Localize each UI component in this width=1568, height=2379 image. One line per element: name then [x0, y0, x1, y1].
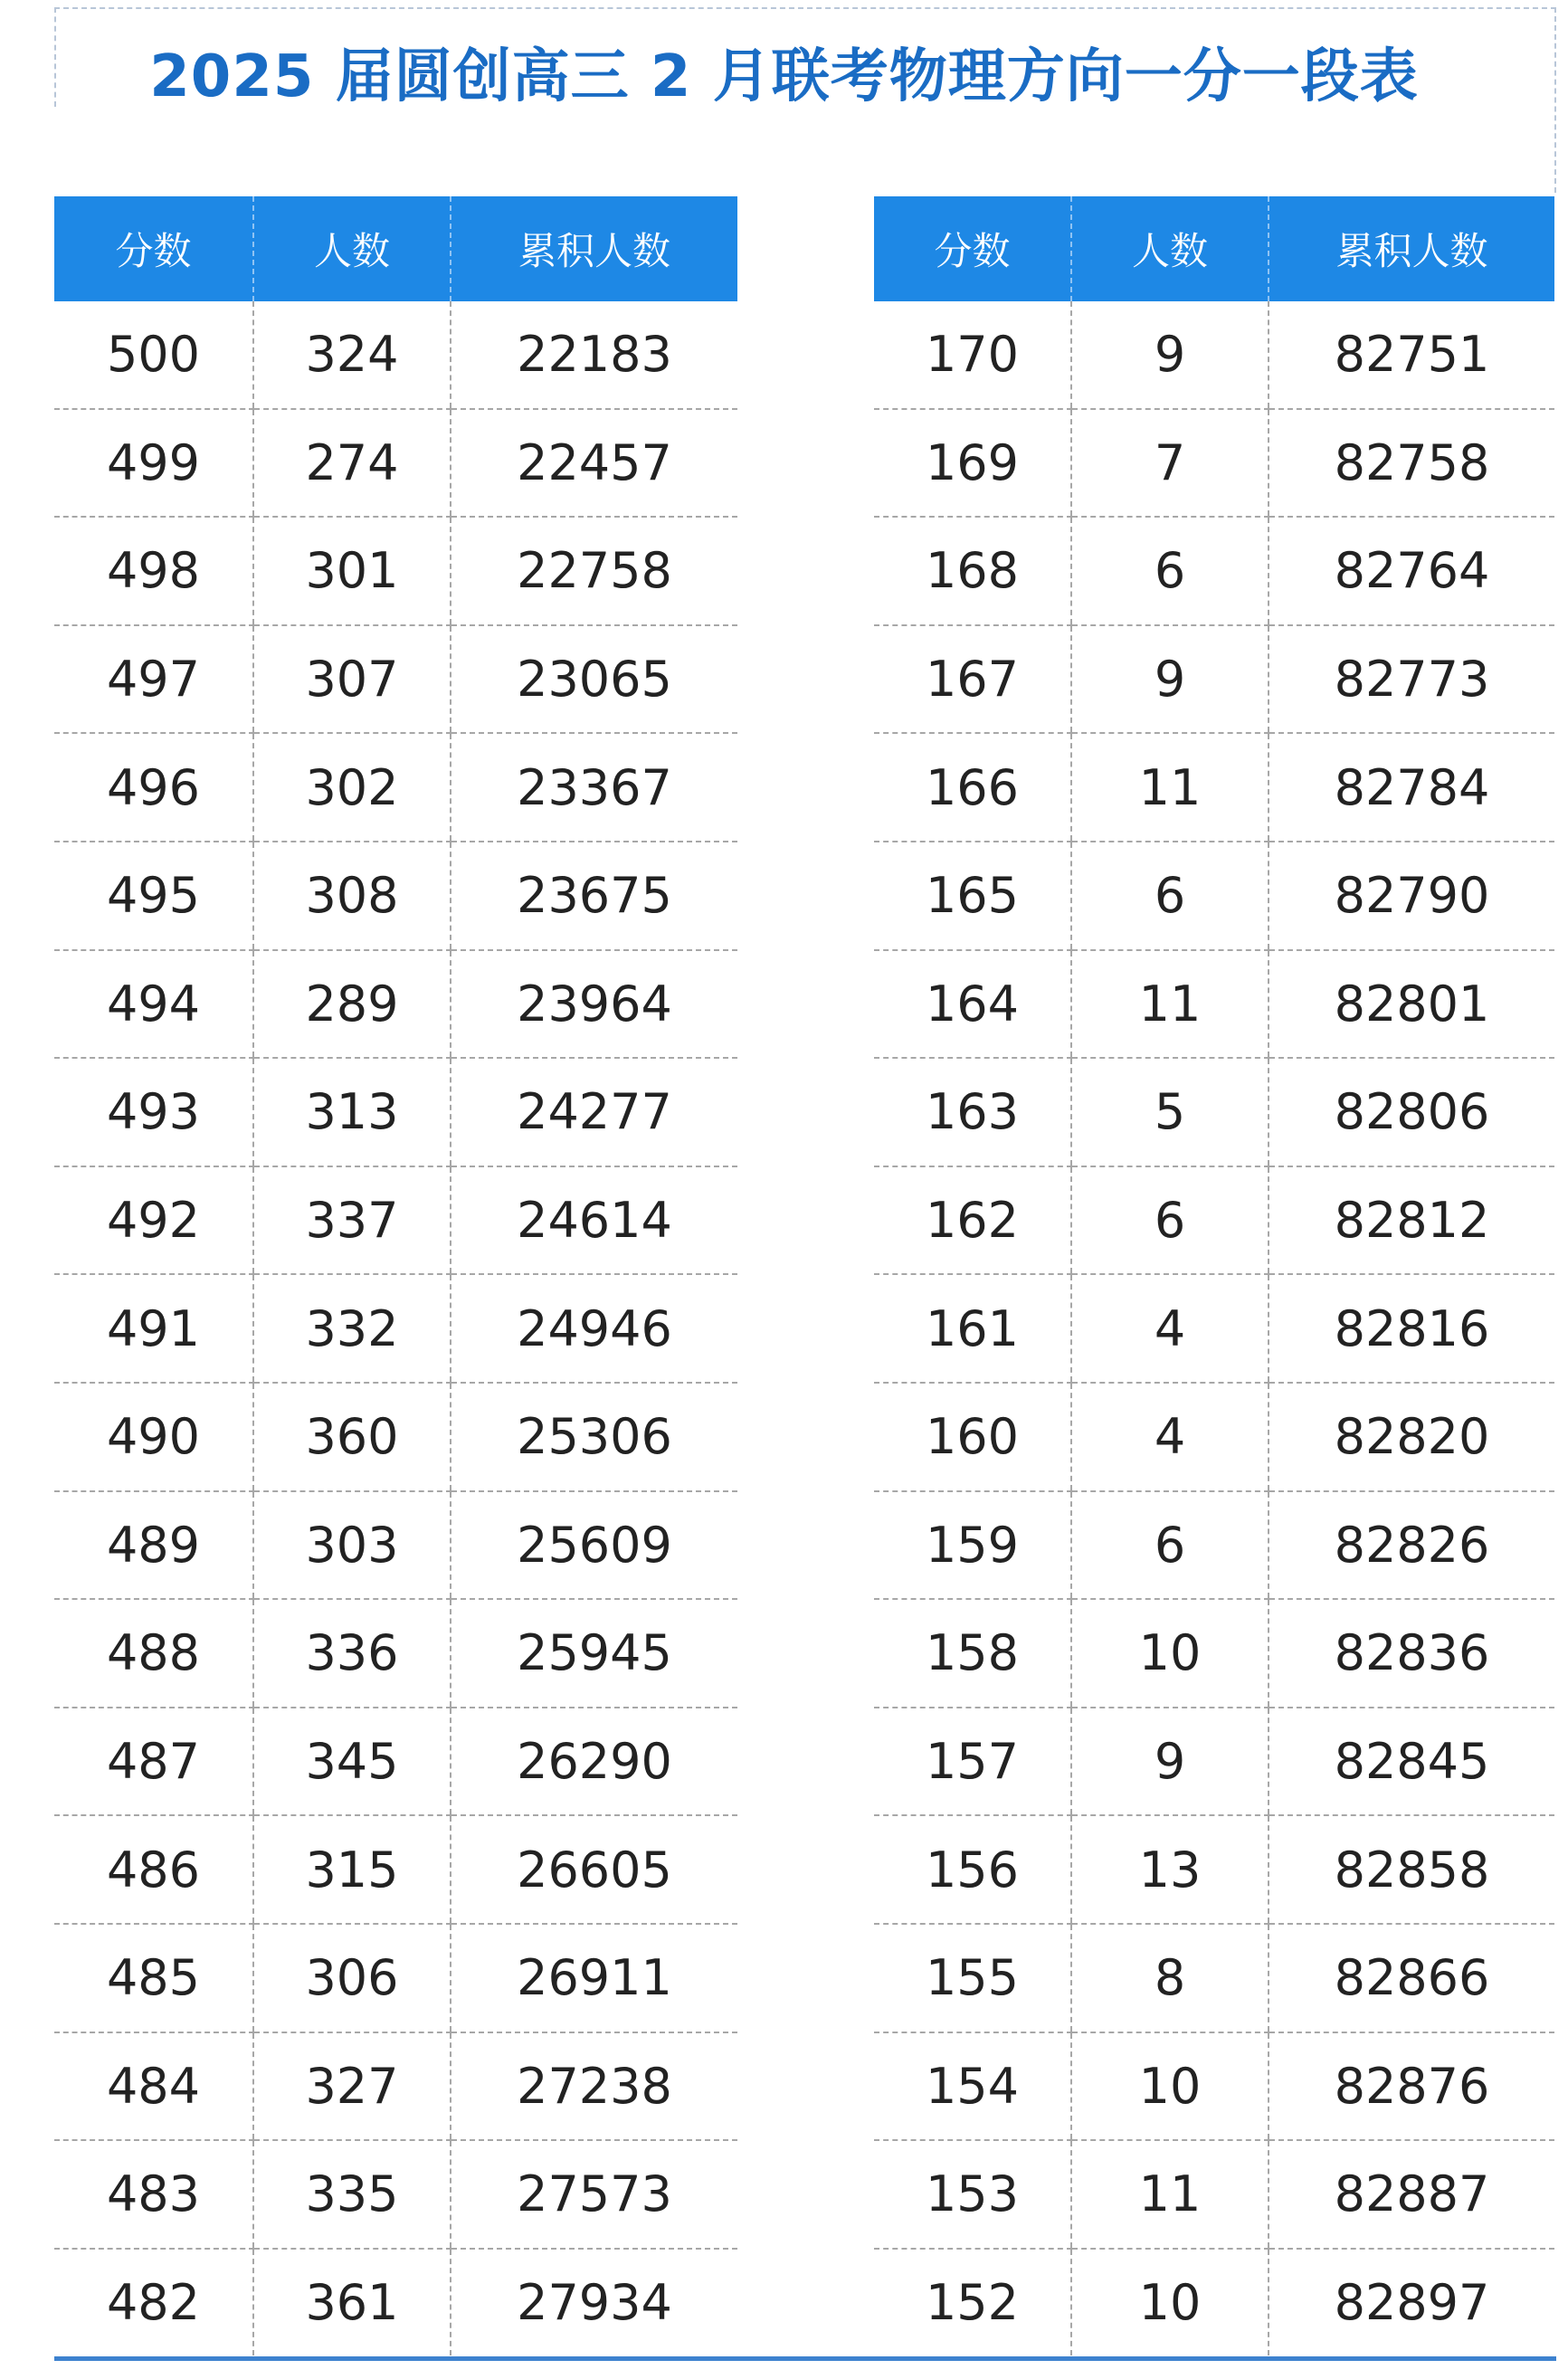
- cell-score: 499: [54, 409, 253, 518]
- table-row: [54, 950, 737, 1059]
- cell-cumulative: 27934: [451, 2249, 737, 2356]
- cell-cumulative: 82784: [1269, 733, 1554, 842]
- cell-score: 488: [54, 1599, 253, 1708]
- cell-count: 4: [1071, 1383, 1269, 1491]
- cell-cumulative: 82836: [1269, 1599, 1554, 1708]
- cell-cumulative: 23964: [451, 950, 737, 1059]
- header-count: 人数: [1071, 196, 1269, 301]
- header-count: 人数: [253, 196, 451, 301]
- table-row: [54, 1166, 737, 1275]
- cell-score: 496: [54, 733, 253, 842]
- cell-cumulative: 24277: [451, 1058, 737, 1166]
- table-row: [54, 2140, 737, 2249]
- cell-cumulative: 24614: [451, 1166, 737, 1275]
- table-row: [874, 517, 1554, 625]
- cell-count: 8: [1071, 1924, 1269, 2032]
- table-row: [874, 733, 1554, 842]
- cell-count: 274: [253, 409, 451, 518]
- cell-score: 163: [874, 1058, 1071, 1166]
- cell-cumulative: 82876: [1269, 2032, 1554, 2141]
- cell-score: 484: [54, 2032, 253, 2141]
- cell-count: 11: [1071, 950, 1269, 1059]
- cell-score: 161: [874, 1274, 1071, 1383]
- cell-score: 154: [874, 2032, 1071, 2141]
- cell-count: 335: [253, 2140, 451, 2249]
- cell-cumulative: 82866: [1269, 1924, 1554, 2032]
- cell-count: 307: [253, 625, 451, 734]
- cell-count: 332: [253, 1274, 451, 1383]
- page-frame-top-border: [54, 7, 1556, 9]
- cell-count: 6: [1071, 842, 1269, 950]
- cell-count: 10: [1071, 2249, 1269, 2356]
- cell-score: 159: [874, 1491, 1071, 1600]
- cell-cumulative: 23065: [451, 625, 737, 734]
- cell-count: 313: [253, 1058, 451, 1166]
- cell-cumulative: 82773: [1269, 625, 1554, 734]
- cell-count: 302: [253, 733, 451, 842]
- table-row: [54, 517, 737, 625]
- header-score: 分数: [874, 196, 1071, 301]
- table-row: [54, 1815, 737, 1924]
- cell-cumulative: 27238: [451, 2032, 737, 2141]
- table-row: [54, 409, 737, 518]
- cell-score: 153: [874, 2140, 1071, 2249]
- cell-count: 9: [1071, 1708, 1269, 1816]
- cell-cumulative: 82806: [1269, 1058, 1554, 1166]
- table-row: [874, 1058, 1554, 1166]
- cell-score: 155: [874, 1924, 1071, 2032]
- cell-count: 13: [1071, 1815, 1269, 1924]
- cell-cumulative: 25609: [451, 1491, 737, 1600]
- table-row: [874, 2140, 1554, 2249]
- cell-count: 9: [1071, 625, 1269, 734]
- cell-cumulative: 82764: [1269, 517, 1554, 625]
- cell-cumulative: 23675: [451, 842, 737, 950]
- cell-cumulative: 23367: [451, 733, 737, 842]
- table-row: [874, 950, 1554, 1059]
- table-row: [54, 733, 737, 842]
- table-row: [874, 1166, 1554, 1275]
- cell-score: 167: [874, 625, 1071, 734]
- cell-cumulative: 82758: [1269, 409, 1554, 518]
- cell-score: 168: [874, 517, 1071, 625]
- cell-cumulative: 82858: [1269, 1815, 1554, 1924]
- cell-score: 487: [54, 1708, 253, 1816]
- cell-count: 301: [253, 517, 451, 625]
- cell-cumulative: 22183: [451, 301, 737, 409]
- cell-cumulative: 82826: [1269, 1491, 1554, 1600]
- cell-score: 490: [54, 1383, 253, 1491]
- cell-count: 10: [1071, 2032, 1269, 2141]
- cell-score: 495: [54, 842, 253, 950]
- cell-score: 482: [106, 2273, 201, 2331]
- cell-count: 289: [253, 950, 451, 1059]
- cell-cumulative: 25306: [451, 1383, 737, 1491]
- cell-count: 9: [1071, 301, 1269, 409]
- cell-count: 360: [253, 1383, 451, 1491]
- cell-cumulative: 82812: [1269, 1166, 1554, 1275]
- cell-count: 6: [1071, 1491, 1269, 1600]
- header-cumulative: 累积人数: [1269, 196, 1554, 301]
- table-row: [874, 1599, 1554, 1708]
- cell-score: 494: [54, 950, 253, 1059]
- cell-count: 306: [253, 1924, 451, 2032]
- cell-score: 485: [54, 1924, 253, 2032]
- cell-cumulative: 82751: [1269, 301, 1554, 409]
- cell-cumulative: 26290: [451, 1708, 737, 1816]
- cell-cumulative: 82887: [1269, 2140, 1554, 2249]
- table-row: [54, 625, 737, 734]
- table-row: [54, 301, 737, 409]
- table-row: [54, 2249, 737, 2356]
- cell-score: 497: [54, 625, 253, 734]
- cell-score: 483: [54, 2140, 253, 2249]
- cell-score: 160: [874, 1383, 1071, 1491]
- score-table-left: [54, 196, 737, 2355]
- table-row: [874, 1383, 1554, 1491]
- cell-cumulative: 82790: [1269, 842, 1554, 950]
- cell-count: 345: [253, 1708, 451, 1816]
- cell-score: 157: [874, 1708, 1071, 1816]
- table-row: [874, 625, 1554, 734]
- cell-count: 11: [1071, 2140, 1269, 2249]
- cell-score: 166: [874, 733, 1071, 842]
- table-body-left: [54, 301, 737, 2355]
- table-row: [54, 1274, 737, 1383]
- cell-count: 308: [253, 842, 451, 950]
- cell-count: 337: [253, 1166, 451, 1275]
- cell-count: 5: [1071, 1058, 1269, 1166]
- table-header-row: [874, 196, 1554, 301]
- cell-score: 498: [54, 517, 253, 625]
- cell-cumulative: 22758: [451, 517, 737, 625]
- page-title: 2025 届圆创高三 2 月联考物理方向一分一段表: [149, 43, 1419, 110]
- table-row: [874, 409, 1554, 518]
- cell-cumulative: 82816: [1269, 1274, 1554, 1383]
- cell-cumulative: 24946: [451, 1274, 737, 1383]
- table-row: [874, 301, 1554, 409]
- cell-count: 4: [1071, 1274, 1269, 1383]
- cell-count: 361: [253, 2249, 451, 2356]
- cell-cumulative: 82845: [1269, 1708, 1554, 1816]
- cell-count: 324: [253, 301, 451, 409]
- cell-count: 6: [1071, 1166, 1269, 1275]
- bottom-rule: [54, 2356, 1556, 2361]
- table-row: [874, 1708, 1554, 1816]
- cell-score: 169: [874, 409, 1071, 518]
- cell-score: 170: [874, 301, 1071, 409]
- cell-cumulative: 82897: [1269, 2249, 1554, 2356]
- header-cumulative: 累积人数: [451, 196, 737, 301]
- cell-score: 489: [54, 1491, 253, 1600]
- table-row: [54, 2032, 737, 2141]
- cell-cumulative: 26911: [451, 1924, 737, 2032]
- table-row: [874, 2249, 1554, 2356]
- table-row: [54, 1058, 737, 1166]
- cell-count: 303: [253, 1491, 451, 1600]
- cell-score: 162: [874, 1166, 1071, 1275]
- cell-score: 158: [874, 1599, 1071, 1708]
- cell-cumulative: 82801: [1269, 950, 1554, 1059]
- cell-count: 6: [1071, 517, 1269, 625]
- table-row: [54, 1924, 737, 2032]
- table-row: [54, 1599, 737, 1708]
- cell-cumulative: 25945: [451, 1599, 737, 1708]
- cell-score: 486: [54, 1815, 253, 1924]
- cell-score: 164: [874, 950, 1071, 1059]
- cell-cumulative: 27573: [451, 2140, 737, 2249]
- table-row: [874, 842, 1554, 950]
- cell-cumulative: 26605: [451, 1815, 737, 1924]
- header-score: 分数: [54, 196, 253, 301]
- table-row: [874, 1815, 1554, 1924]
- table-row: [874, 1491, 1554, 1600]
- table-row: [874, 2032, 1554, 2141]
- table-row: [54, 1383, 737, 1491]
- cell-cumulative: 82820: [1269, 1383, 1554, 1491]
- table-row: [874, 1274, 1554, 1383]
- cell-count: 7: [1071, 409, 1269, 518]
- cell-score: 165: [874, 842, 1071, 950]
- cell-score: 492: [54, 1166, 253, 1275]
- cell-count: 327: [253, 2032, 451, 2141]
- table-body-right: [874, 301, 1554, 2355]
- cell-score: 493: [54, 1058, 253, 1166]
- table-row: [54, 1491, 737, 1600]
- table-header-row: [54, 196, 737, 301]
- cell-cumulative: 22457: [451, 409, 737, 518]
- cell-score: 500: [54, 301, 253, 409]
- cell-count: 336: [253, 1599, 451, 1708]
- cell-count: 11: [1071, 733, 1269, 842]
- cell-score: 152: [925, 2273, 1020, 2331]
- cell-score: 156: [874, 1815, 1071, 1924]
- table-row: [54, 1708, 737, 1816]
- table-row: [54, 842, 737, 950]
- table-row: [874, 1924, 1554, 2032]
- cell-count: 315: [253, 1815, 451, 1924]
- cell-score: 491: [54, 1274, 253, 1383]
- cell-count: 10: [1071, 1599, 1269, 1708]
- score-table-right: [874, 196, 1554, 2355]
